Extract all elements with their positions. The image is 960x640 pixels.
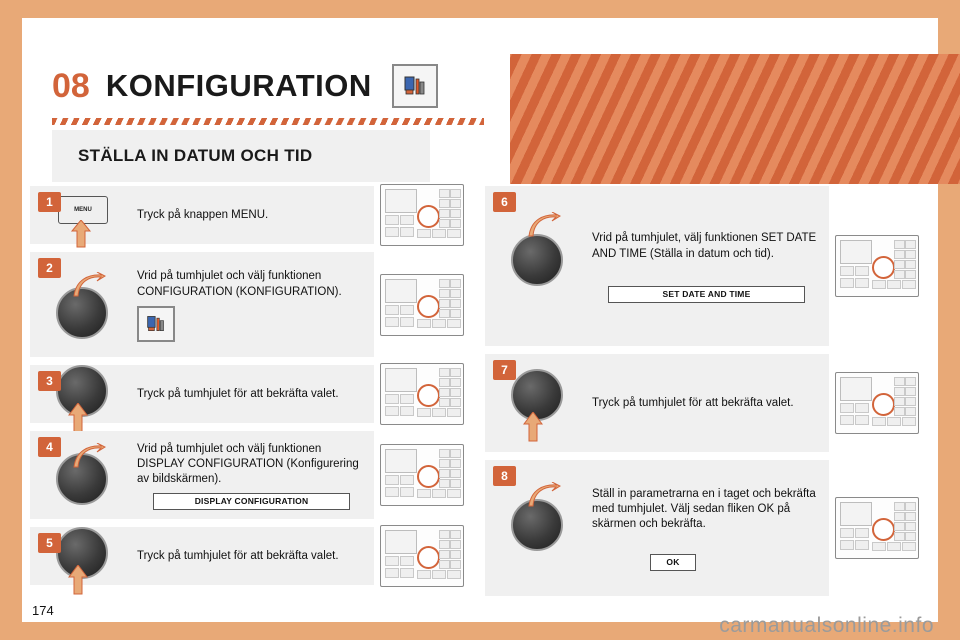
radio-faceplate-icon [380, 525, 464, 587]
step-text-5 [135, 527, 374, 585]
page-number: 174 [32, 603, 54, 618]
section-title: STÄLLA IN DATUM OCH TID [78, 146, 313, 165]
step-number-badge: 4 [38, 437, 61, 457]
step-text-7 [590, 354, 829, 452]
step-number-badge: 1 [38, 192, 61, 212]
radio-faceplate-icon [380, 184, 464, 246]
press-arrow-icon [70, 220, 92, 248]
settings-display-icon [392, 64, 438, 108]
set-date-and-time-menu-item[interactable]: SET DATE AND TIME [608, 286, 805, 303]
step-text-8-body: Ställ in parametrarna en i taget och bekräfta med tumhjulet. Välj sedan fliken OK på skärmen och bekräfta. [592, 487, 816, 531]
step-card-1 [30, 186, 470, 244]
step-text-3 [135, 365, 374, 423]
step-card-7 [485, 354, 925, 452]
step-text-6 [590, 186, 829, 346]
title-rule [52, 118, 484, 125]
step-screen-1 [374, 186, 470, 244]
step-text-6-body: Vrid på tumhjulet, välj funktionen SET DATE AND TIME (Ställa in datum och tid). [592, 232, 817, 260]
step-screen-8 [829, 460, 925, 596]
step-text-1-body: Tryck på knappen MENU. [137, 209, 269, 222]
step-card-6 [485, 186, 925, 346]
page-border-left [0, 0, 22, 640]
step-text-4-body: Vrid på tumhjulet och välj funktionen DISPLAY CONFIGURATION (Konfigurering av bildskärmen). [137, 442, 359, 486]
step-text-5-body: Tryck på tumhjulet för att bekräfta valet. [137, 550, 339, 563]
press-arrow-icon [66, 403, 90, 433]
chapter-title: KONFIGURATION [105, 68, 372, 103]
radio-faceplate-icon [835, 497, 919, 559]
step-card-2 [30, 252, 470, 357]
step-text-8 [590, 460, 829, 596]
rotate-arrow-icon [527, 482, 561, 508]
step-text-4 [135, 431, 374, 519]
step-screen-3 [374, 365, 470, 423]
section-title-mask [430, 130, 500, 182]
press-arrow-icon [521, 412, 545, 442]
rotary-wheel[interactable] [511, 234, 563, 286]
step-card-8 [485, 460, 925, 596]
page-header [22, 18, 938, 178]
left-step-column [30, 186, 470, 593]
step-screen-6 [829, 186, 925, 346]
step-screen-4 [374, 431, 470, 519]
step-card-5 [30, 527, 470, 585]
step-screen-2 [374, 252, 470, 357]
step-text-1 [135, 186, 374, 244]
step-text-2 [135, 252, 374, 357]
menu-button[interactable]: MENU [58, 196, 108, 224]
rotate-arrow-icon [72, 272, 106, 298]
step-card-4 [30, 431, 470, 519]
step-text-7-body: Tryck på tumhjulet för att bekräfta valet. [592, 397, 794, 410]
radio-faceplate-icon [835, 372, 919, 434]
press-arrow-icon [66, 565, 90, 595]
rotate-arrow-icon [527, 212, 561, 238]
step-number-badge: 7 [493, 360, 516, 380]
radio-faceplate-icon [835, 235, 919, 297]
step-number-badge: 5 [38, 533, 61, 553]
radio-faceplate-icon [380, 274, 464, 336]
right-step-column [485, 186, 925, 604]
step-number-badge: 3 [38, 371, 61, 391]
step-card-3 [30, 365, 470, 423]
step-screen-7 [829, 354, 925, 452]
ok-button[interactable]: OK [650, 554, 696, 571]
chapter-title-row [52, 58, 502, 114]
radio-faceplate-icon [380, 444, 464, 506]
chapter-number: 08 [52, 66, 90, 105]
page-border-top [0, 0, 960, 18]
rotate-arrow-icon [72, 443, 106, 469]
section-title-bar [52, 130, 492, 182]
step-number-badge: 2 [38, 258, 61, 278]
step-screen-5 [374, 527, 470, 585]
configuration-icon [137, 306, 175, 342]
header-hatch-pattern [492, 54, 960, 184]
step-text-2-body: Vrid på tumhjulet och välj funktionen CONFIGURATION (KONFIGURATION). [137, 270, 342, 298]
step-number-badge: 6 [493, 192, 516, 212]
display-configuration-menu-item[interactable]: DISPLAY CONFIGURATION [153, 493, 350, 510]
step-text-3-body: Tryck på tumhjulet för att bekräfta valet. [137, 388, 339, 401]
radio-faceplate-icon [380, 363, 464, 425]
watermark: carmanualsonline.info [719, 614, 934, 637]
step-number-badge: 8 [493, 466, 516, 486]
